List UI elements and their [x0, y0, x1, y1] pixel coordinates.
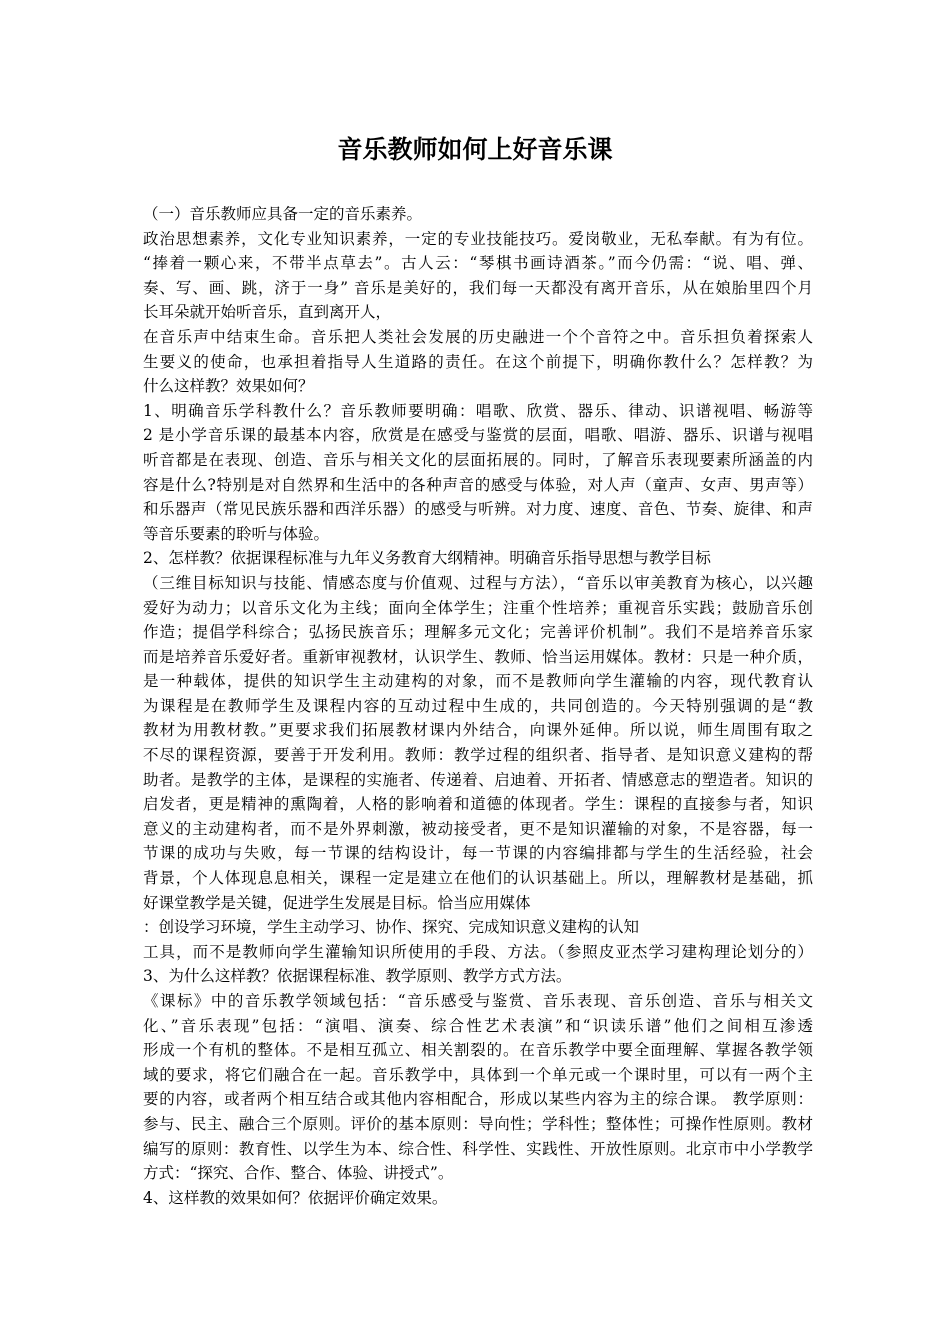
text-line: 工具，而不是教师向学生灌输知识所使用的手段、方法。（参照皮亚杰学习建构理论划分的） [143, 942, 813, 961]
text-line: 和乐器声（常见民族乐器和西洋乐器）的感受与听辨。对力度、速度、音色、节奏、旋律、和声 [143, 500, 813, 519]
text-line: 等音乐要素的聆听与体验。 [143, 524, 330, 543]
text-line: 形成一个有机的整体。不是相互孤立、相关割裂的。在音乐教学中要全面理解、掌握各教学领 [143, 1041, 813, 1060]
text-line: 政治思想素养，文化专业知识素养，一定的专业技能技巧。爱岗敬业，无私奉献。有为有位。 [143, 229, 813, 248]
text-line: 为课程是在教师学生及课程内容的互动过程中生成的，共同创造的。今天特别强调的是“教 [143, 696, 813, 715]
text-line: 方式：“探究、合作、整合、体验、讲授式”。 [143, 1164, 454, 1183]
text-line: 不尽的课程资源，要善于开发利用。教师：教学过程的组织者、指导者、是知识意义建构的帮 [143, 746, 813, 765]
text-line: “捧着一颗心来，不带半点草去”。古人云：“琴棋书画诗酒茶。”而今仍需：“说、唱、弹、 [143, 254, 813, 273]
text-line: 化、”音乐表现”包括：“演唱、演奏、综合性艺术表演”和“识读乐谱”他们之间相互渗透 [143, 1016, 813, 1035]
text-line: 作造；提倡学科综合；弘扬民族音乐；理解多元文化；完善评价机制”。我们不是培养音乐家 [143, 623, 813, 642]
text-line: 长耳朵就开始听音乐，直到离开人， [143, 303, 392, 322]
text-line: 启发者，更是精神的熏陶着，人格的影响着和道德的体现者。学生：课程的直接参与者，知识 [143, 795, 813, 814]
text-line: 域的要求，将它们融合在一起。音乐教学中，具体到一个单元或一个课时里，可以有一两个主 [143, 1065, 813, 1084]
text-line: 《课标》中的音乐教学领域包括：“音乐感受与鉴赏、音乐表现、音乐创造、音乐与相关文 [143, 992, 813, 1010]
text-line: 意义的主动建构者，而不是外界刺激，被动接受者，更不是知识灌输的对象，不是容器，每一 [143, 819, 813, 838]
text-line: 爱好为动力；以音乐文化为主线；面向全体学生；注重个性培养；重视音乐实践；鼓励音乐创 [143, 598, 813, 617]
text-line: ：创设学习环境，学生主动学习、协作、探究、完成知识意义建构的认知 [143, 918, 640, 937]
text-line: 奏、写、画、跳，济于一身” 音乐是美好的，我们每一天都没有离开音乐，从在娘胎里四个月 [143, 278, 813, 297]
text-line: 背景，个人体现息息相关，课程一定是建立在他们的认识基础上。所以，理解教材是基础，抓 [143, 869, 813, 888]
text-line: 什么这样教？效果如何？ [143, 377, 314, 396]
text-line: 容是什么?特别是对自然界和生活中的各种声音的感受与体验，对人声（童声、女声、男声等） [143, 475, 813, 494]
text-line: 在音乐声中结束生命。音乐把人类社会发展的历史融进一个个音符之中。音乐担负着探索人 [143, 327, 813, 346]
text-line: 编写的原则：教育性、以学生为本、综合性、科学性、实践性、开放性原则。北京市中小学教学 [143, 1139, 813, 1158]
text-line: 助者。是教学的主体，是课程的实施者、传递着、启迪着、开拓者、情感意志的塑造者。知识的 [143, 770, 813, 789]
text-line: 节课的成功与失败，每一节课的结构设计，每一节课的内容编排都与学生的生活经验，社会 [143, 844, 813, 863]
text-line: 听音都是在表现、创造、音乐与相关文化的层面拓展的。同时，了解音乐表现要素所涵盖的内 [143, 450, 813, 469]
text-line: 是一种载体，提供的知识学生主动建构的对象，而不是教师向学生灌输的内容，现代教育认 [143, 672, 813, 691]
text-line: 1、明确音乐学科教什么？音乐教师要明确：唱歌、欣赏、器乐、律动、识谱视唱、畅游等 [143, 401, 813, 420]
text-line: 参与、民主、融合三个原则。评价的基本原则：导向性；学科性；整体性；可操作性原则。教材 [143, 1114, 813, 1133]
text-line: （三维目标知识与技能、情感态度与价值观、过程与方法），“音乐以审美教育为核心，以兴趣 [143, 573, 813, 592]
text-line: 2、怎样教？依据课程标准与九年义务教育大纲精神。明确音乐指导思想与教学目标 [143, 549, 711, 568]
document-title: 音乐教师如何上好音乐课 [337, 135, 613, 164]
text-line: 而是培养音乐爱好者。重新审视教材，认识学生、教师、恰当运用媒体。教材：只是一种介质， [143, 647, 813, 666]
text-line: （一）音乐教师应具备一定的音乐素养。 [143, 205, 423, 223]
text-line: 4、这样教的效果如何？依据评价确定效果。 [143, 1188, 448, 1207]
text-line: 3、为什么这样教？依据课程标准、教学原则、教学方式方法。 [143, 967, 572, 986]
text-line: 生要义的使命，也承担着指导人生道路的责任。在这个前提下，明确你教什么？怎样教？为 [143, 352, 813, 371]
text-line: 好课堂教学是关键，促进学生发展是目标。恰当应用媒体 [143, 893, 531, 912]
text-line: 2 是小学音乐课的最基本内容，欣赏是在感受与鉴赏的层面，唱歌、唱游、器乐、识谱与视唱 [143, 426, 813, 445]
document-body [143, 202, 813, 1210]
text-line: 教材为用教材教。”更要求我们拓展教材课内外结合，向课外延伸。所以说，师生周围有取之 [143, 721, 813, 740]
text-line: 要的内容，或者两个相互结合或其他内容相配合，形成以某些内容为主的综合课。 教学原则： [143, 1090, 813, 1109]
